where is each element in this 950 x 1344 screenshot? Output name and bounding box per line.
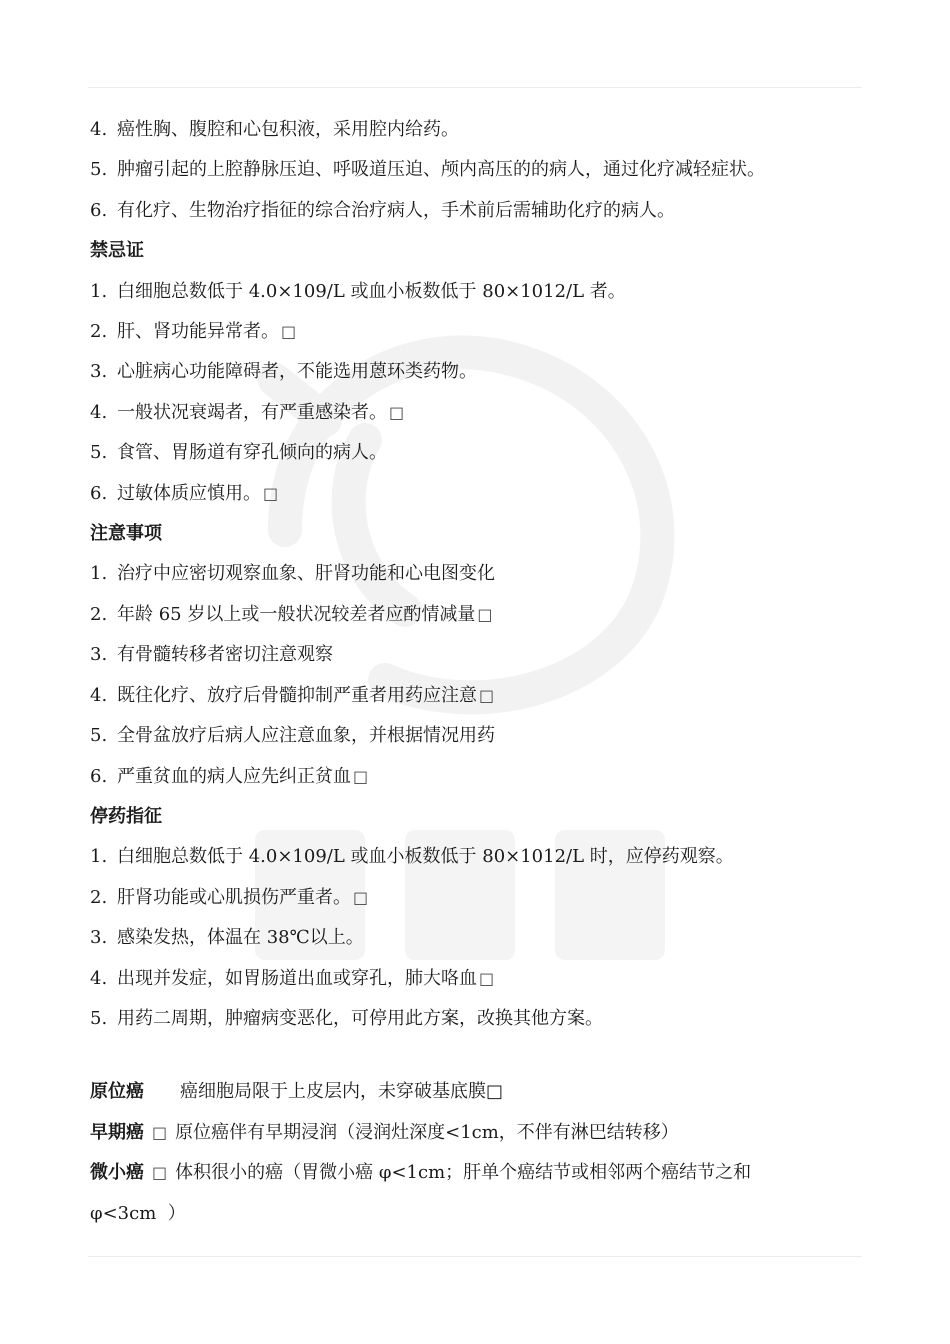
placeholder-box-icon: □ [353, 766, 369, 786]
list-item: 4. 既往化疗、放疗后骨髓抑制严重者用药应注意 □ [90, 684, 495, 706]
list-item: 1. 白细胞总数低于 4.0×109/L 或血小板数低于 80×1012/L 时，应停药观察。 [90, 846, 734, 868]
placeholder-box-icon: □ [479, 968, 495, 988]
list-item: 3. 有骨髓转移者密切注意观察 [90, 644, 333, 666]
list-item: 4. 癌性胸、腹腔和心包积液，采用腔内给药。 [90, 119, 459, 140]
list-item: 2. 肝肾功能或心肌损伤严重者。 □ [90, 886, 369, 908]
placeholder-box-icon: □ [281, 322, 297, 342]
definition-carcinoma-in-situ [90, 1072, 870, 1112]
definition-text: 原位癌伴有早期浸润（浸润灶深度<1cm，不伴有淋巴结转移） [175, 1121, 679, 1143]
footer-rule [88, 1256, 862, 1257]
list-item: 2. 年龄 65 岁以上或一般状况较差者应酌情减量 □ [90, 603, 493, 625]
definition-term: 早期癌 [90, 1121, 144, 1143]
definition-term: 原位癌 [90, 1081, 144, 1103]
list-item: 6. 有化疗、生物治疗指征的综合治疗病人，手术前后需辅助化疗的病人。 [90, 199, 675, 221]
definition-text: φ<3cm ） [90, 1202, 186, 1224]
list-item: 5. 用药二周期，肿瘤病变恶化，可停用此方案，改换其他方案。 [90, 1007, 603, 1029]
header-rule [88, 87, 862, 88]
withdrawal-list [90, 837, 870, 1039]
indications-list [90, 110, 870, 231]
section-heading-precautions: 注意事项 [90, 523, 162, 545]
list-item: 3. 感染发热，体温在 38℃以上。 [90, 927, 364, 949]
list-item: 5. 肿瘤引起的上腔静脉压迫、呼吸道压迫、颅内高压的的病人，通过化疗减轻症状。 [90, 159, 765, 181]
section-heading-withdrawal: 停药指征 [90, 805, 162, 827]
definition-term: 微小癌 [90, 1162, 144, 1184]
list-item: 1. 白细胞总数低于 4.0×109/L 或血小板数低于 80×1012/L 者。 [90, 280, 626, 302]
list-item: 5. 食管、胃肠道有穿孔倾向的病人。 [90, 442, 387, 464]
placeholder-box-icon: □ [263, 483, 279, 503]
definition-micro-cancer [90, 1153, 870, 1193]
precautions-list [90, 554, 870, 796]
list-item: 1. 治疗中应密切观察血象、肝肾功能和心电图变化 [90, 563, 495, 585]
list-item: 2. 肝、肾功能异常者。 □ [90, 321, 297, 343]
definition-text: 癌细胞局限于上皮层内，未穿破基底膜 [180, 1081, 486, 1103]
list-item: 4. 出现并发症，如胃肠道出血或穿孔，肺大咯血 □ [90, 967, 495, 989]
document-body [90, 110, 870, 1234]
placeholder-box-icon: □ [152, 1163, 168, 1183]
definition-text: 体积很小的癌（胃微小癌 φ<1cm；肝单个癌结节或相邻两个癌结节之和 [175, 1162, 752, 1184]
definition-micro-cancer-continued [90, 1194, 870, 1234]
contraindications-list [90, 272, 870, 514]
list-item: 5. 全骨盆放疗后病人应注意血象，并根据情况用药 [90, 725, 495, 747]
spacer [90, 1039, 870, 1072]
list-item: 3. 心脏病心功能障碍者，不能选用蒽环类药物。 [90, 361, 477, 383]
list-item: 6. 过敏体质应慎用。 □ [90, 482, 279, 504]
definitions-block [90, 1072, 870, 1234]
placeholder-box-icon: □ [152, 1122, 168, 1142]
placeholder-box-icon: □ [486, 1081, 504, 1103]
section-heading-contraindications: 禁忌证 [90, 240, 144, 262]
placeholder-box-icon: □ [353, 887, 369, 907]
list-item: 4. 一般状况衰竭者，有严重感染者。 □ [90, 401, 405, 423]
definition-early-cancer [90, 1113, 870, 1153]
placeholder-box-icon: □ [389, 402, 405, 422]
placeholder-box-icon: □ [479, 685, 495, 705]
list-item: 6. 严重贫血的病人应先纠正贫血 □ [90, 765, 369, 787]
placeholder-box-icon: □ [477, 604, 493, 624]
